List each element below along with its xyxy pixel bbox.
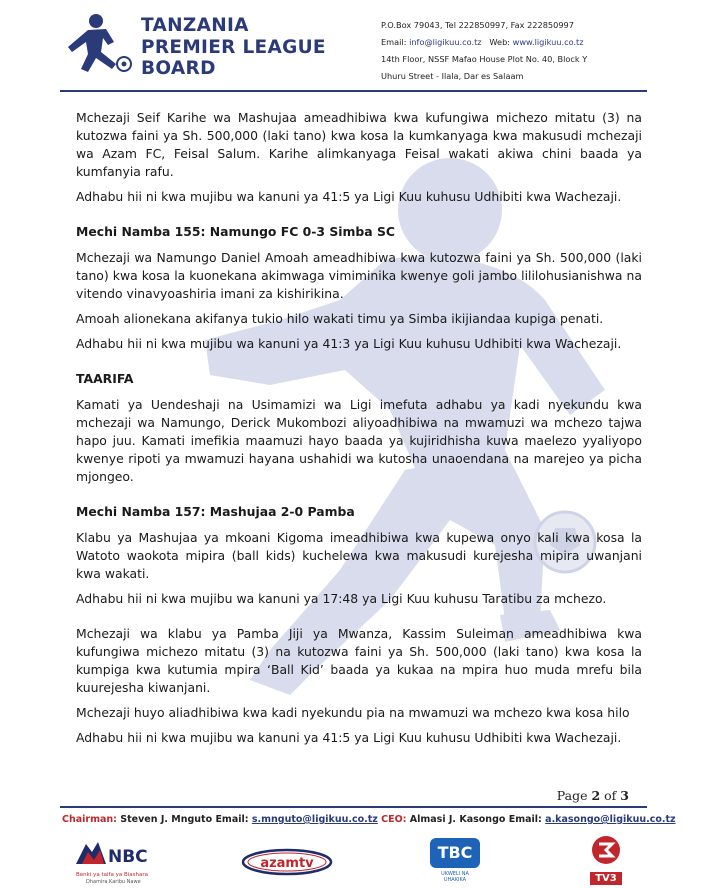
- chairman-email-label: Email:: [215, 814, 249, 825]
- heading-match-157: Mechi Namba 157: Mashujaa 2-0 Pamba: [76, 504, 355, 519]
- paragraph-rule-41-3: Adhabu hii ni kwa mujibu wa kanuni ya 41:3 ya Ligi Kuu kuhusu Udhibiti kwa Wachezaji.: [76, 336, 622, 351]
- tbc-tagline: UKWELI NA UHAKIKA: [441, 871, 469, 883]
- nbc-tagline-2: Dhamira Karibu Nawe: [86, 879, 141, 885]
- paragraph-rule-41-5: Adhabu hii ni kwa mujibu wa kanuni ya 41:5 ya Ligi Kuu kuhusu Udhibiti kwa Wachezaji.: [76, 189, 622, 204]
- organization-name: [141, 15, 326, 80]
- contact-block: [381, 17, 587, 85]
- contact-email-web: [381, 34, 587, 51]
- email-link[interactable]: info@ligikuu.co.tz: [409, 37, 482, 47]
- ceo-email-label: Email:: [508, 814, 542, 825]
- ceo-label: CEO:: [381, 814, 407, 825]
- paragraph-rule-41-5-second: Adhabu hii ni kwa mujibu wa kanuni ya 41:5 ya Ligi Kuu kuhusu Udhibiti kwa Wachezaji.: [76, 730, 622, 745]
- page-current: 2: [591, 788, 601, 803]
- chairman-email-link[interactable]: s.mnguto@ligikuu.co.tz: [251, 814, 378, 825]
- tbc-wordmark: TBC: [430, 838, 480, 868]
- footer-divider: [60, 806, 647, 808]
- nbc-tagline-1: Benki ya taifa ya Biashara: [76, 872, 148, 878]
- paragraph-amoah-incident: Amoah alionekana akifanya tukio hilo wakati timu ya Simba ikijiandaa kupiga penati.: [76, 311, 604, 326]
- nbc-emblem-icon: [72, 838, 152, 868]
- azamtv-emblem-icon: [241, 848, 333, 876]
- azamtv-logo: [241, 848, 333, 876]
- paragraph-suleiman-red-card: Mchezaji huyo aliadhibiwa kwa kadi nyekundu pia na mwamuzi wa mchezo kwa kosa hilo: [76, 705, 630, 720]
- document-body: [76, 109, 642, 747]
- page-prefix: Page: [556, 788, 588, 803]
- web-label: Web:: [489, 37, 511, 47]
- tbc-logo: [430, 838, 482, 886]
- email-label: Email:: [381, 37, 407, 47]
- heading-match-155: Mechi Namba 155: Namungo FC 0-3 Simba SC: [76, 224, 395, 239]
- paragraph-mukombozi-notice: Kamati ya Uendeshaji na Usimamizi wa Ligi imefuta adhabu ya kadi nyekundu kwa mchezaji wa Namungo, Derick Mukombozi aliyoadhibiwa na mwamuzi wa mchezo tajwa hapo juu. Kamati imefikia maamuzi hayo baada ya kujiridhisha kuwa maelezo yyaliyopo kwenye ripoti ya mwamuzi hayana ushahidi wa kutosha unaoendana na marejeo ya picha mjongeo.: [76, 397, 642, 484]
- web-link[interactable]: www.ligikuu.co.tz: [512, 37, 584, 47]
- paragraph-mashujaa-warning: Klabu ya Mashujaa ya mkoani Kigoma imeadhibiwa kwa kupewa onyo kali kwa kosa la Watoto waokota mipira (ball kids) kuchelewa kwa makusudi kurejesha mipira uwanjani kwa wakati.: [76, 530, 642, 581]
- page-of: of: [604, 788, 617, 803]
- paragraph-karihe-penalty: Mchezaji Seif Karihe wa Mashujaa ameadhibiwa kwa kufungiwa michezo mitatu (3) na kutozwa faini ya Sh. 500,000 (laki tano) kwa kosa la kumkanyaga kwa makusudi mchezaji wa Azam FC, Feisal Salum. Karihe alimkanyaga Feisal wakati akiwa chini baada ya kumfanyia rafu.: [76, 110, 642, 179]
- tv3-logo: [590, 834, 622, 884]
- nbc-logo: [72, 838, 152, 884]
- chairman-name: Steven J. Mnguto: [120, 814, 213, 825]
- contact-floor: 14th Floor, NSSF Mafao House Plot No. 40, Block Y: [381, 54, 588, 64]
- officials-line: [62, 814, 676, 825]
- paragraph-amoah-penalty: Mchezaji wa Namungo Daniel Amoah ameadhibiwa kwa kutozwa faini ya Sh. 500,000 (laki tano) kwa kosa la kuonekana akimwaga vimiminika kwenye goli jambo lililohusianishwa na vitendo vinavyoashiria imani za kishirikina.: [76, 250, 642, 301]
- tv3-emblem-icon: [590, 834, 622, 866]
- org-line-3: BOARD: [141, 58, 216, 79]
- contact-street: Uhuru Street - Ilala, Dar es Salaam: [381, 71, 524, 81]
- header-divider: [60, 90, 647, 92]
- paragraph-rule-17-48: Adhabu hii ni kwa mujibu wa kanuni ya 17:48 ya Ligi Kuu kuhusu Taratibu za mchezo.: [76, 591, 607, 606]
- tv3-wordmark: TV3: [590, 872, 622, 885]
- azamtv-wordmark: azamtv: [260, 856, 314, 871]
- ceo-name: Almasi J. Kasongo: [409, 814, 506, 825]
- heading-taarifa: TAARIFA: [76, 371, 134, 386]
- tplb-logo-icon: [58, 12, 138, 82]
- paragraph-suleiman-penalty: Mchezaji wa klabu ya Pamba Jiji ya Mwanza, Kassim Suleiman ameadhibiwa kwa kufungiwa michezo mitatu (3) na kutozwa faini ya Sh. 500,000 (laki tano) kwa kosa la kumpiga kwa kutumia mpira ‘Ball Kid’ baada ya kukaa na mpira huo muda mrefu bila kuurejesha kiwanjani.: [76, 626, 642, 695]
- contact-address: P.O.Box 79043, Tel 222850997, Fax 222850997: [381, 20, 574, 30]
- ceo-email-link[interactable]: a.kasongo@ligikuu.co.tz: [545, 814, 676, 825]
- org-line-2: PREMIER LEAGUE: [141, 36, 326, 58]
- page-total: 3: [620, 788, 629, 803]
- nbc-wordmark: NBC: [108, 847, 148, 867]
- org-line-1: TANZANIA: [141, 15, 249, 36]
- page-number: [557, 788, 629, 803]
- chairman-label: Chairman:: [62, 814, 117, 825]
